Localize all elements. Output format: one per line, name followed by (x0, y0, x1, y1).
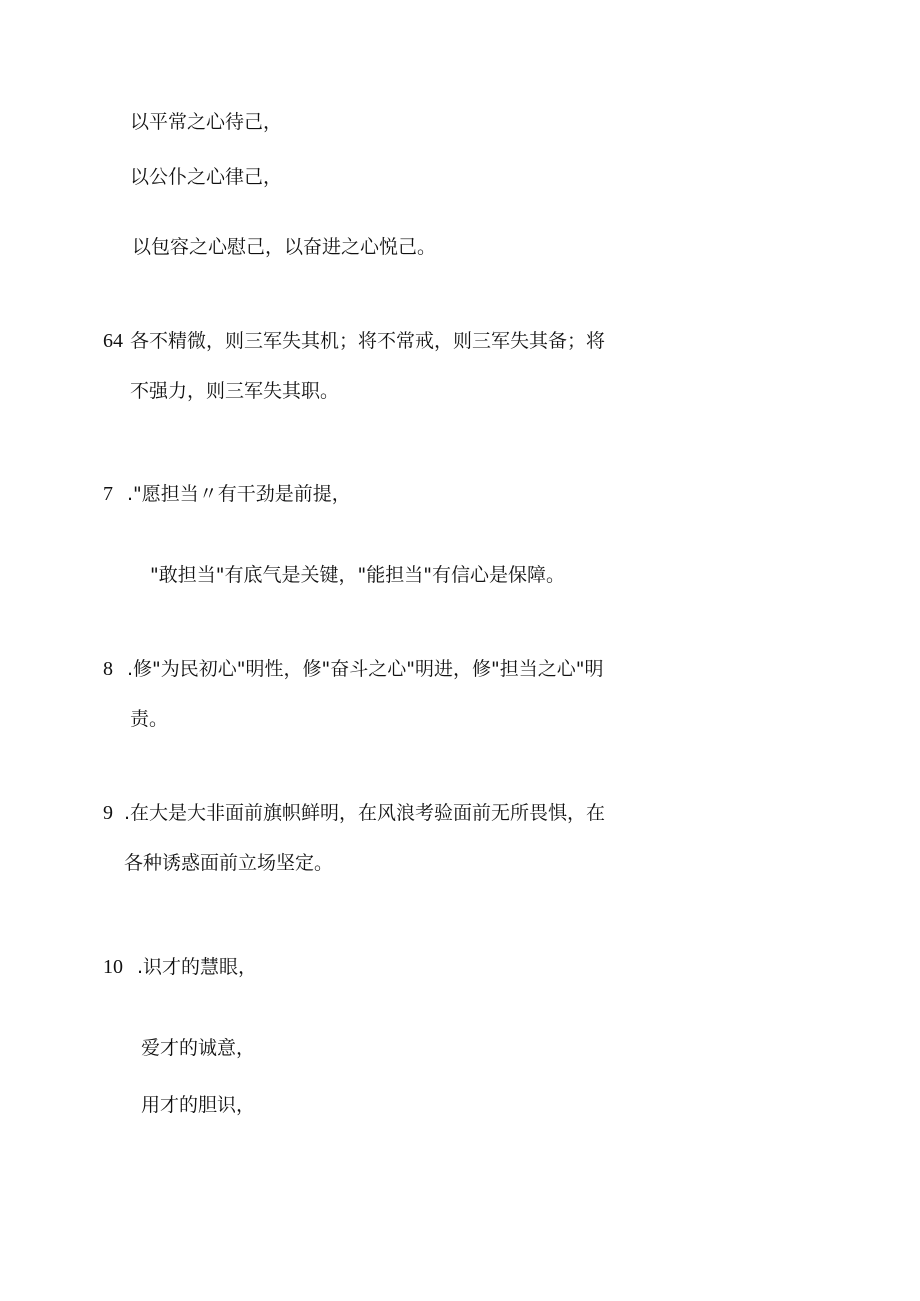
item-10-line-2: 爱才的诚意， (141, 1037, 256, 1059)
item-7-line-1: ."愿担当〃有干劲是前提， (127, 483, 351, 505)
item-8-number: 8 (103, 658, 113, 680)
item-9-line-2: 各种诱惑面前立场坚定。 (124, 852, 334, 874)
item-6-line-1: 各不精微，则三军失其机；将不常戒，则三军失其备；将 (130, 330, 606, 352)
item-10-line-1: .识才的慧眼， (137, 956, 258, 978)
item-8-line-2: 责。 (130, 708, 169, 730)
item-9-number: 9 (103, 802, 113, 824)
item-9-line-1: .在大是大非面前旗帜鲜明，在风浪考验面前无所畏惧，在 (124, 802, 606, 824)
item-6-line-2: 不强力，则三军失其职。 (130, 380, 340, 402)
item-10-number: 10 (103, 956, 123, 978)
block-a-line-1: 以平常之心待己， (130, 111, 283, 133)
item-10-line-3: 用才的胆识， (141, 1094, 256, 1116)
block-a-line-3: 以包容之心慰己，以奋进之心悦己。 (132, 236, 437, 258)
item-7-number: 7 (103, 483, 113, 505)
item-6-number: 64 (103, 330, 123, 352)
item-8-line-1: .修"为民初心"明性，修"奋斗之心"明进，修"担当之心"明 (127, 658, 604, 680)
block-a-line-2: 以公仆之心律己， (130, 166, 283, 188)
item-7-line-2: "敢担当"有底气是关键，"能担当"有信心是保障。 (150, 564, 565, 586)
